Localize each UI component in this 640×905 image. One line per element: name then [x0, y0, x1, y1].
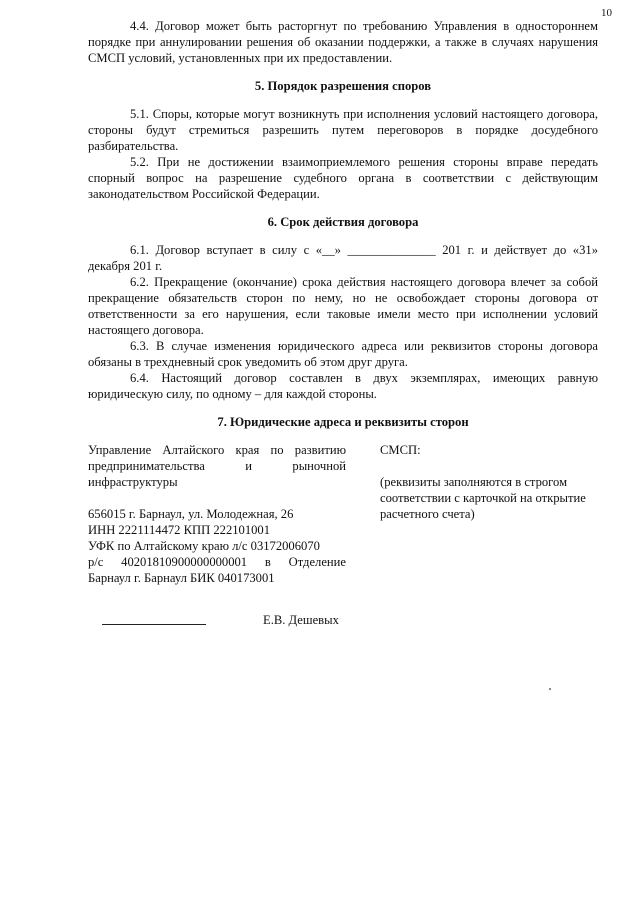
signer-name: Е.В. Дешевых [263, 613, 339, 627]
agency-requisites [88, 442, 346, 586]
agency-inn-kpp: ИНН 2221114472 КПП 222101001 [88, 523, 271, 537]
agency-ufk: УФК по Алтайскому краю л/с 03172006070 [88, 539, 320, 553]
paragraph-6-1: 6.1. Договор вступает в силу с «__» ______________ 201 г. и действует до «31» декабря 201 г. [88, 243, 598, 273]
section-6-heading: 6. Срок действия договора [267, 215, 419, 229]
smsp-requisites [380, 442, 598, 586]
paragraph-6-2: 6.2. Прекращение (окончание) срока действия настоящего договора влечет за собой прекращение обязательств сторон по нему, но не освобождает стороны договора от ответственности за его нарушения, если таковые имели место при исполнении условий настоящего договора. [88, 275, 598, 337]
scan-speck [549, 688, 551, 690]
section-7-heading: 7. Юридические адреса и реквизиты сторон [217, 415, 469, 429]
paragraph-5-1: 5.1. Споры, которые могут возникнуть при исполнения условий настоящего договора, стороны будут стремиться разрешить путем переговоров в порядке досудебного разбирательства. [88, 107, 598, 153]
requisites-table [88, 442, 598, 586]
page-number: 10 [601, 7, 612, 19]
paragraph-5-2: 5.2. При не достижении взаимоприемлемого решения стороны вправе передать спорный вопрос на разрешение судебного органа в соответствии с действующим законодательством Российской Федерации. [88, 155, 598, 201]
agency-name: Управление Алтайского края по развитию предпринимательства и рыночной инфраструктуры [88, 443, 346, 489]
signature-line [102, 624, 206, 625]
smsp-note: (реквизиты заполняются в строгом соответствии с карточкой на открытие расчетного счета) [380, 475, 586, 521]
agency-address: 656015 г. Барнаул, ул. Молодежная, 26 [88, 507, 294, 521]
smsp-label: СМСП: [380, 443, 421, 457]
signature-row [102, 613, 432, 628]
paragraph-4-4: 4.4. Договор может быть расторгнут по требованию Управления в одностороннем порядке при аннулировании решения об оказании поддержки, а также в случаях нарушения СМСП условий, установленных при их предоставлении. [88, 19, 598, 65]
paragraph-6-3: 6.3. В случае изменения юридического адреса или реквизитов стороны договора обязаны в трехдневный срок уведомить об этом друг друга. [88, 339, 598, 369]
section-5-heading: 5. Порядок разрешения споров [254, 79, 432, 93]
paragraph-6-4: 6.4. Настоящий договор составлен в двух экземплярах, имеющих равную юридическую силу, по одному – для каждой стороны. [88, 371, 598, 401]
document-body [88, 18, 598, 586]
agency-account: р/с 40201810900000000001 в Отделение Барнаул г. Барнаул БИК 040173001 [88, 555, 346, 585]
